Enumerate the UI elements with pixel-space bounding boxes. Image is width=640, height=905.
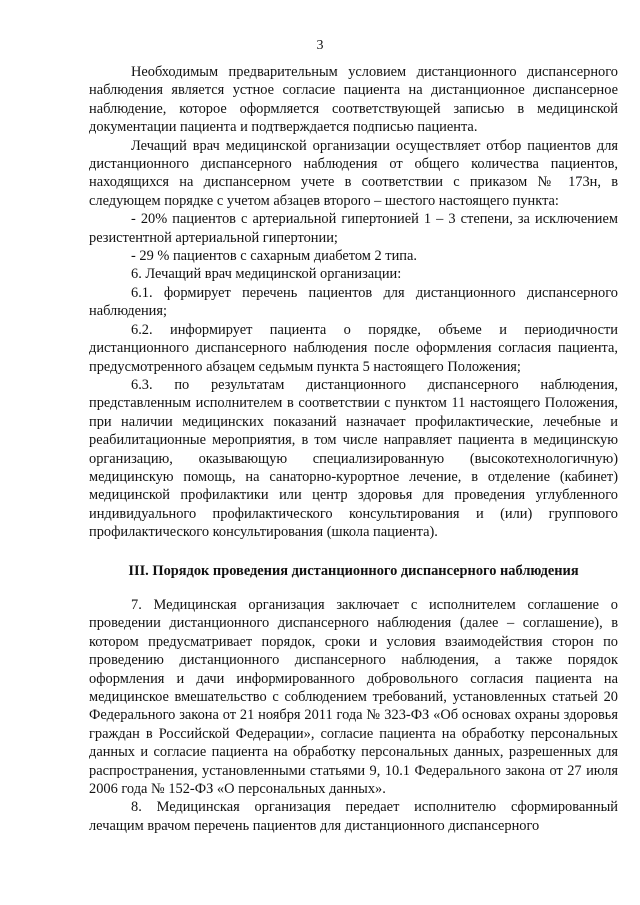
paragraph-item-6-3: 6.3. по результатам дистанционного диспансерного наблюдения, представленным исполнителем в соответствии с пунктом 11 настоящего Положения, при наличии медицинских показаний назначает профилактические, лечебные и реабилитационные мероприятия, в том числе направляет пациента в медицинскую организацию, оказывающую специализированную (высокотехнологичную) медицинскую помощь, на санаторно-курортное лечение, в отделение (кабинет) медицинской профилактики или центр здоровья для проведения углубленного индивидуального профилактического консультирования и (или) группового профилактического консультирования (школа пациента). bbox=[89, 376, 618, 541]
section-heading: III. Порядок проведения дистанционного диспансерного наблюдения bbox=[128, 562, 579, 579]
paragraph-selection: Лечащий врач медицинской организации осуществляет отбор пациентов для дистанционного диспансерного наблюдения от общего количества пациентов, находящихся на диспансерном учете в соответствии с приказом № 173н, в следующем порядке с учетом абзацев второго – шестого настоящего пункта: bbox=[89, 137, 618, 209]
paragraph-item-7: 7. Медицинская организация заключает с исполнителем соглашение о проведении дистанционного диспансерного наблюдения (далее – соглашение), в котором предусматривает порядок, сроки и условия взаимодействия сторон по проведению дистанционного диспансерного наблюдения, а также порядок оформления и дачи информированного добровольного согласия пациента на медицинское вмешательство с соблюдением требований, установленных статьей 20 Федерального закона от 21 ноября 2011 года № 323-ФЗ «Об основах охраны здоровья граждан в Российской Федерации», согласие пациента на обработку персональных данных и согласие пациента на обработку персональных данных, разрешенных для распространения, установленными статьями 9, 10.1 Федерального закона от 27 июля 2006 года № 152-ФЗ «О персональных данных». bbox=[89, 596, 618, 798]
paragraph-item-6-1: 6.1. формирует перечень пациентов для дистанционного диспансерного наблюдения; bbox=[89, 284, 618, 320]
document-body bbox=[89, 63, 618, 835]
paragraph-item-8: 8. Медицинская организация передает исполнителю сформированный лечащим врачом перечень пациентов для дистанционного диспансерного bbox=[89, 799, 618, 834]
paragraph-item-6-2: 6.2. информирует пациента о порядке, объеме и периодичности дистанционного диспансерного наблюдения после оформления согласия пациента, предусмотренного абзацем седьмым пункта 5 настоящего Положения; bbox=[89, 321, 618, 375]
page-number: 3 bbox=[316, 38, 324, 53]
list-item-diabetes: - 29 % пациентов с сахарным диабетом 2 типа. bbox=[131, 248, 417, 265]
paragraph-item-6: 6. Лечащий врач медицинской организации: bbox=[131, 266, 402, 283]
paragraph-consent: Необходимым предварительным условием дистанционного диспансерного наблюдения является устное согласие пациента на дистанционное диспансерное наблюдение, которое оформляется соответствующей записью в медицинской документации пациента и подтверждается подписью пациента. bbox=[89, 64, 618, 136]
list-item-hypertension: - 20% пациентов с артериальной гипертонией 1 – 3 степени, за исключением резистентной артериальной гипертонии; bbox=[89, 211, 618, 246]
